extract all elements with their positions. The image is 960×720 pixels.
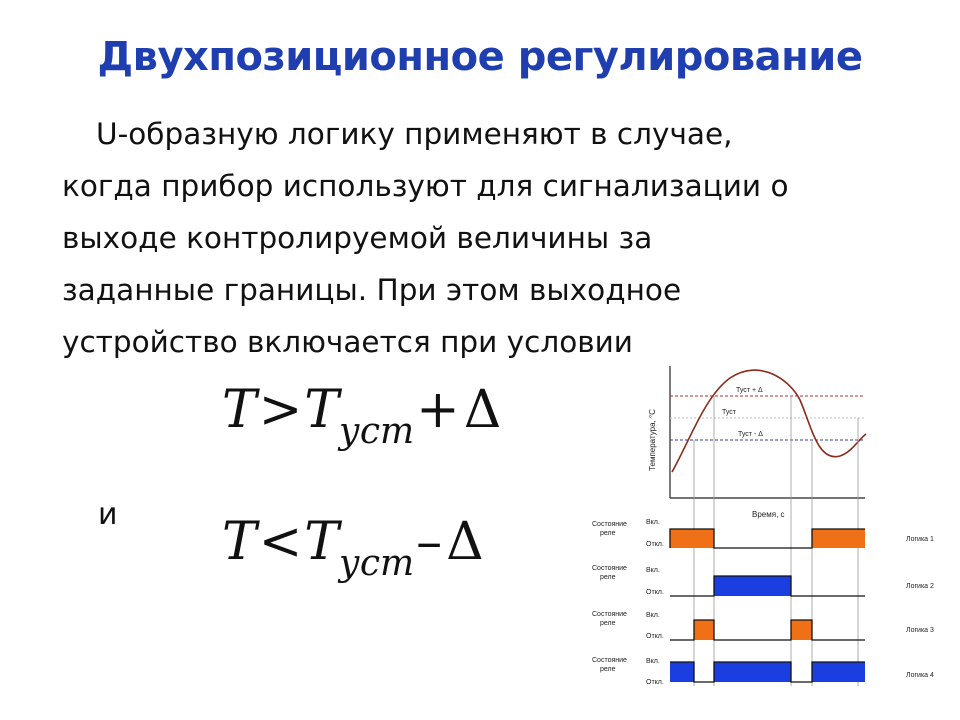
relay-state-label: реле	[600, 530, 616, 537]
conjunction-text: и	[98, 497, 118, 532]
relay-on-bar	[812, 529, 865, 548]
formula-operator: –	[416, 512, 443, 572]
relay-on-bar	[694, 620, 714, 640]
logic-label: Логика 2	[906, 583, 934, 590]
relay-row-logic-4	[592, 657, 934, 686]
upper-threshold-label: Туст + Δ	[736, 387, 763, 394]
relay-on-label: Вкл.	[646, 658, 660, 665]
relay-state-label: Состояние	[592, 565, 627, 572]
formula-operator: <	[258, 512, 303, 572]
logic-label: Логика 4	[906, 672, 934, 679]
relay-on-bar	[714, 662, 791, 682]
slide-title: Двухпозиционное регулирование	[97, 34, 863, 80]
formula-subscript: уст	[338, 411, 415, 452]
relay-row-logic-1	[592, 519, 934, 548]
paragraph-line: устройство включается при условии	[62, 325, 633, 359]
relay-state-label: Состояние	[592, 657, 627, 664]
relay-on-label: Вкл.	[646, 612, 660, 619]
lower-threshold-label: Туст - Δ	[738, 431, 763, 438]
logic-label: Логика 1	[906, 536, 934, 543]
relay-on-bar	[670, 662, 694, 682]
logic-label: Логика 3	[906, 627, 934, 634]
relay-off-label: Откл.	[646, 679, 664, 686]
relay-on-bar	[670, 529, 714, 548]
y-axis-label: Температура, °С	[648, 409, 657, 471]
relay-off-label: Откл.	[646, 633, 664, 640]
formula-symbol: T	[222, 380, 257, 440]
setpoint-label: Туст	[722, 409, 737, 416]
relay-on-bar	[791, 620, 812, 640]
relay-on-label: Вкл.	[646, 567, 660, 574]
formula-delta: Δ	[463, 380, 502, 440]
paragraph-line: U-образную логику применяют в случае,	[96, 117, 733, 151]
formula-operator: +	[416, 380, 460, 440]
formula-subscript: уст	[338, 543, 415, 584]
formula-operator: >	[258, 380, 303, 440]
relay-row-logic-2	[592, 565, 934, 596]
paragraph-line: когда прибор используют для сигнализации о	[62, 169, 789, 203]
temperature-curve	[672, 370, 866, 472]
formula-delta: Δ	[446, 512, 484, 572]
relay-on-bar	[812, 662, 865, 682]
relay-state-label: реле	[600, 666, 616, 673]
relay-state-label: реле	[600, 620, 616, 627]
relay-state-label: Состояние	[592, 521, 627, 528]
paragraph-line: выходе контролируемой величины за	[62, 221, 653, 255]
relay-off-label: Откл.	[646, 541, 664, 548]
relay-off-label: Откл.	[646, 589, 664, 596]
relay-state-label: Состояние	[592, 611, 627, 618]
formula-symbol: T	[304, 512, 339, 572]
relay-on-bar	[714, 576, 791, 596]
paragraph-line: заданные границы. При этом выходное	[62, 273, 682, 307]
x-axis-label: Время, с	[752, 510, 785, 519]
relay-state-label: реле	[600, 574, 616, 581]
temperature-plot	[648, 366, 866, 686]
relay-row-logic-3	[592, 611, 934, 640]
relay-on-label: Вкл.	[646, 519, 660, 526]
formula-symbol: T	[222, 512, 257, 572]
formula-symbol: T	[304, 380, 339, 440]
